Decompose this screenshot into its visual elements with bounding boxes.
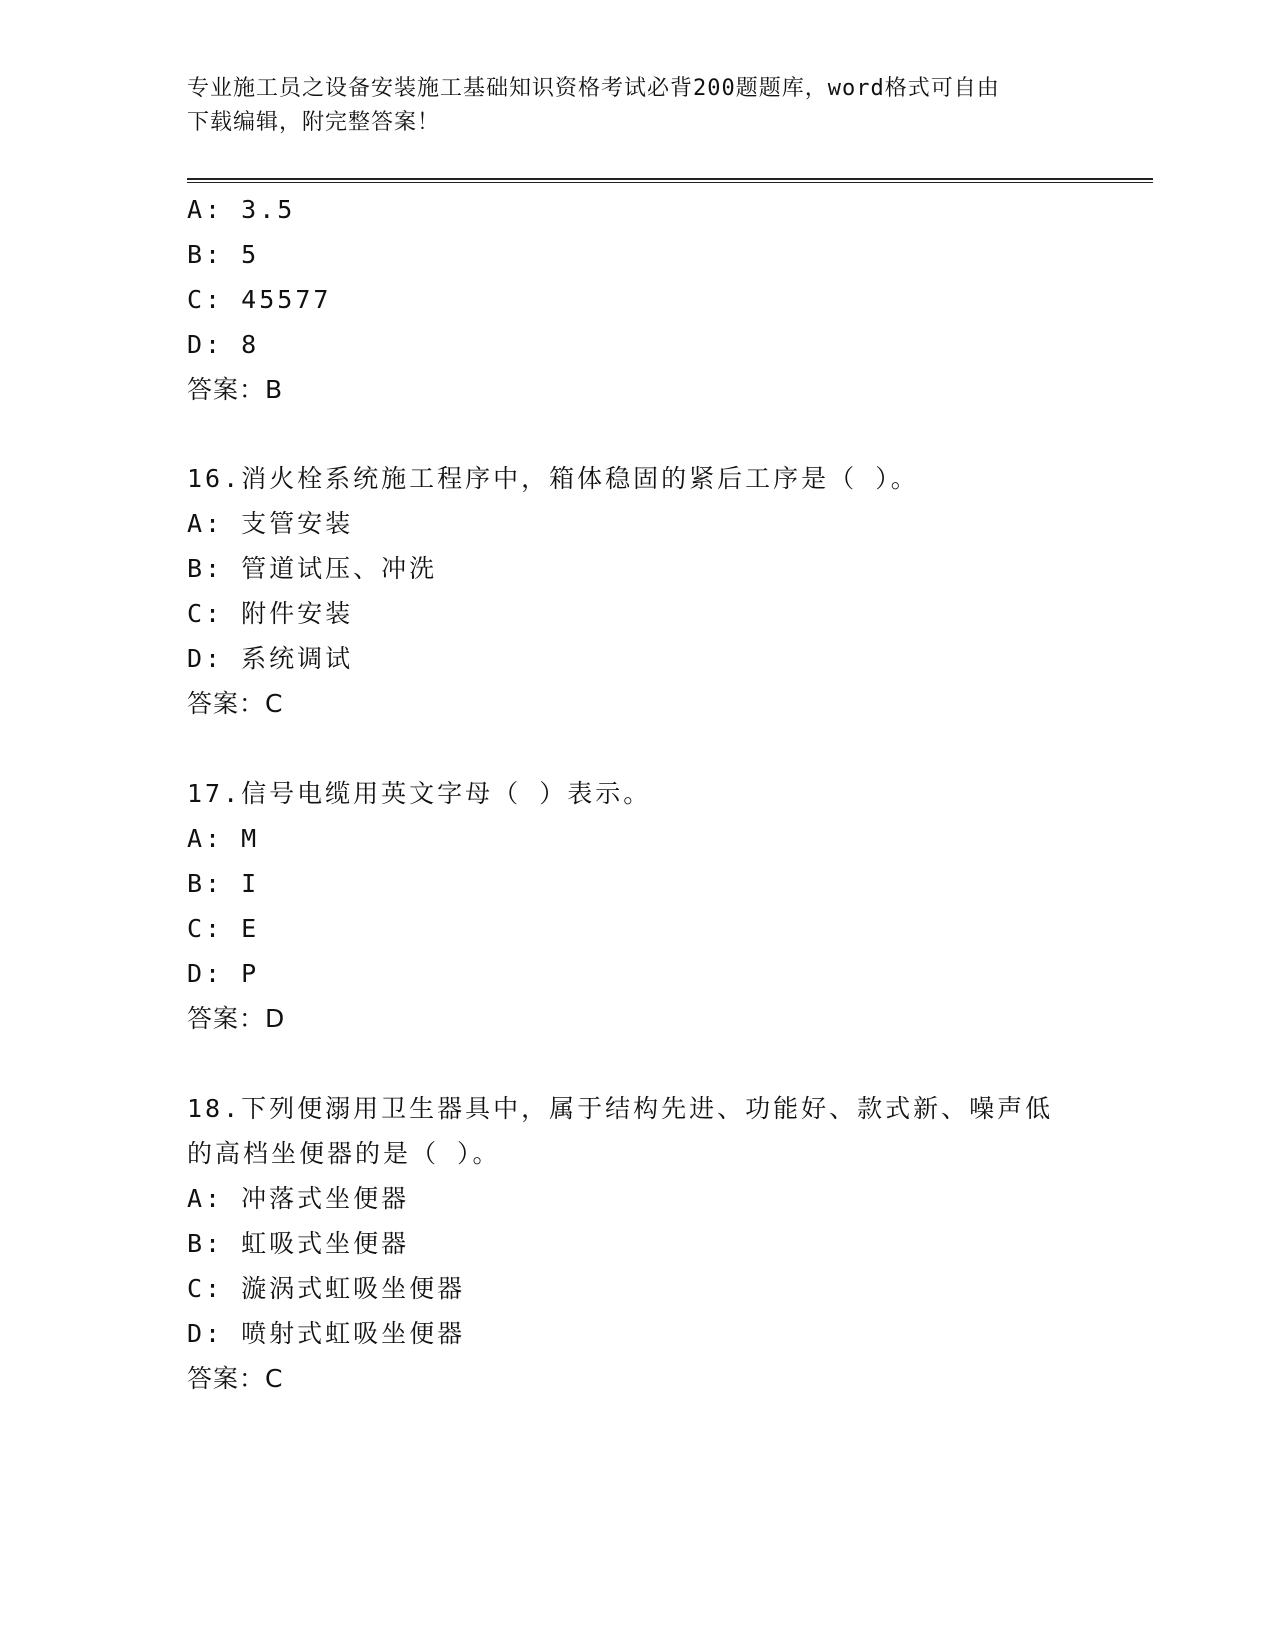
q16-option-b [187,552,437,586]
option-label: C: [187,1274,224,1303]
q15-option-b [187,238,259,272]
q17-option-c [187,912,259,946]
q16-option-d [187,642,353,676]
option-label: C: [187,914,224,943]
option-text: I [241,869,260,898]
header-line-2: 下载编辑，附完整答案！ [187,110,441,135]
option-label: B: [187,1229,224,1258]
q18-option-d [187,1317,465,1351]
option-label: A: [187,1184,224,1213]
q17-option-b [187,867,259,901]
q16-option-a [187,507,353,541]
option-label: B: [187,240,224,269]
option-label: C: [187,285,224,314]
q15-answer: 答案：B [187,375,284,404]
option-text: 45577 [241,285,332,314]
option-text: 虹吸式坐便器 [241,1229,410,1258]
option-text: 漩涡式虹吸坐便器 [241,1274,466,1303]
q15-option-c [187,283,331,317]
option-label: B: [187,869,224,898]
q18-answer: 答案：C [187,1364,284,1393]
option-text: 冲落式坐便器 [241,1184,410,1213]
option-label: C: [187,599,224,628]
option-label: B: [187,554,224,583]
option-text: 3.5 [241,195,296,224]
header-divider [187,178,1153,183]
option-label: A: [187,824,224,853]
q16-question: 16.消火栓系统施工程序中，箱体稳固的紧后工序是（ ）。 [187,464,919,493]
option-text: 喷射式虹吸坐便器 [241,1319,466,1348]
option-label: D: [187,1319,224,1348]
q18-question-line-2: 的高档坐便器的是（ ）。 [187,1139,501,1168]
option-text: E [241,914,260,943]
q15-option-a [187,193,295,227]
option-text: 附件安装 [241,599,354,628]
q16-option-c [187,597,353,631]
option-text: 5 [241,240,260,269]
q17-question: 17.信号电缆用英文字母（ ）表示。 [187,779,652,808]
option-label: A: [187,509,224,538]
option-label: A: [187,195,224,224]
page-header [187,72,1087,140]
option-text: P [241,959,260,988]
header-line-1: 专业施工员之设备安装施工基础知识资格考试必背200题题库，word格式可自由 [187,76,1000,101]
option-text: M [241,824,260,853]
option-text: 管道试压、冲洗 [241,554,438,583]
q16-answer: 答案：C [187,689,284,718]
q18-option-c [187,1272,465,1306]
q18-question-line-1: 18.下列便溺用卫生器具中，属于结构先进、功能好、款式新、噪声低 [187,1094,1054,1123]
option-label: D: [187,644,224,673]
option-text: 系统调试 [241,644,354,673]
option-label: D: [187,330,224,359]
q17-option-a [187,822,259,856]
option-text: 8 [241,330,260,359]
q18-option-b [187,1227,409,1261]
q15-option-d [187,328,259,362]
q18-option-a [187,1182,409,1216]
q17-answer: 答案：D [187,1004,286,1033]
option-text: 支管安装 [241,509,354,538]
option-label: D: [187,959,224,988]
q17-option-d [187,957,259,991]
